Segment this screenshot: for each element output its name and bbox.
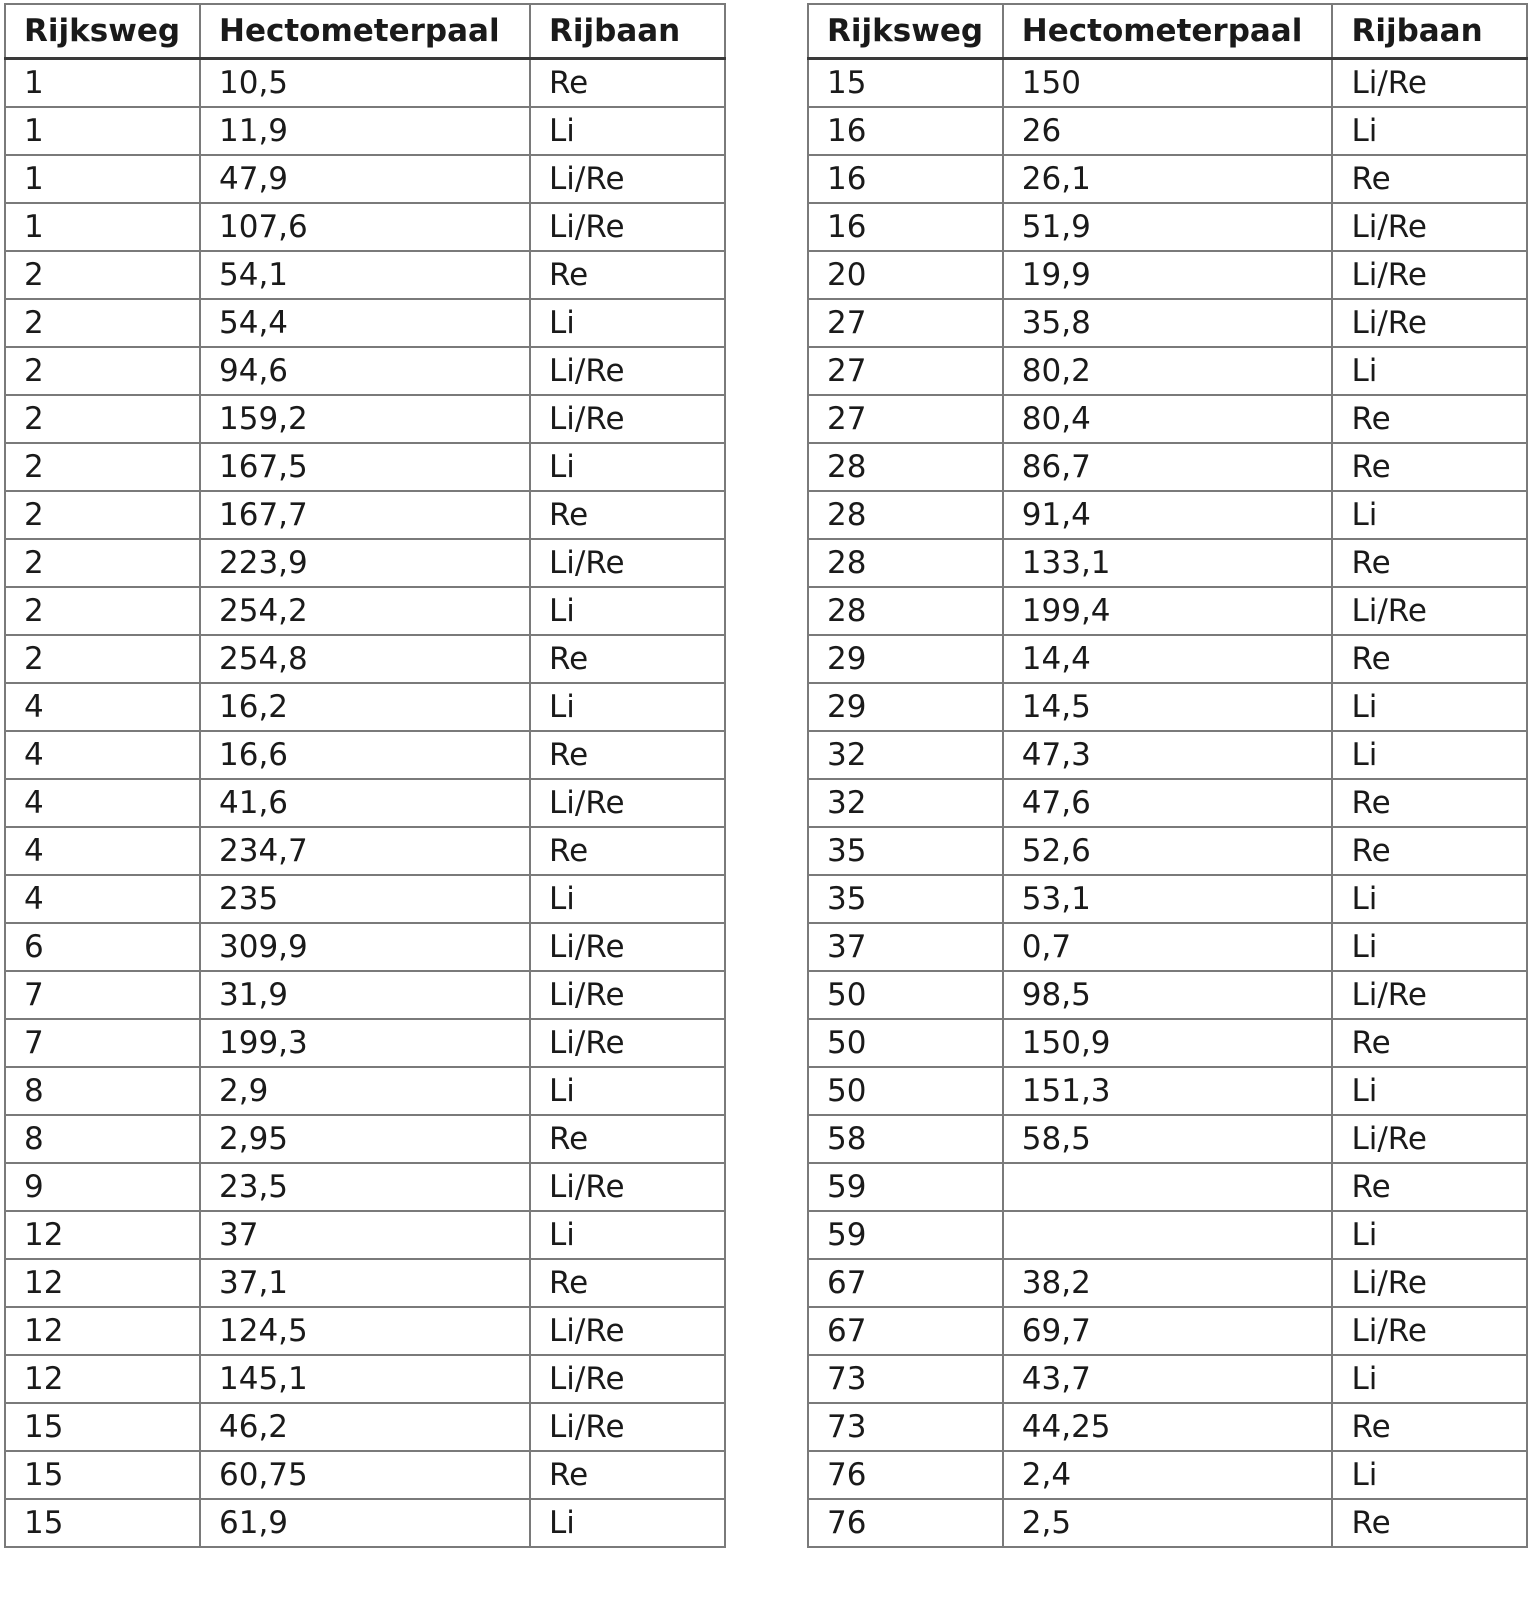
table-row: [808, 779, 1527, 827]
cell-rijksweg: 20: [808, 251, 1003, 299]
table-row: [5, 299, 725, 347]
cell-hectometerpaal: 94,6: [200, 347, 530, 395]
cell-rijbaan: Re: [1332, 539, 1527, 587]
cell-hectometerpaal: 16,6: [200, 731, 530, 779]
header-row: [808, 4, 1527, 59]
cell-rijksweg: 15: [5, 1499, 200, 1547]
cell-hectometerpaal: 37,1: [200, 1259, 530, 1307]
table-row: [5, 1211, 725, 1259]
cell-rijbaan: Re: [1332, 1403, 1527, 1451]
cell-rijbaan: Li: [1332, 683, 1527, 731]
table-row: [808, 875, 1527, 923]
table-row: [808, 443, 1527, 491]
cell-rijbaan: Li: [530, 875, 725, 923]
cell-rijksweg: 27: [808, 299, 1003, 347]
cell-rijksweg: 1: [5, 155, 200, 203]
right-table: [807, 3, 1528, 1548]
cell-hectometerpaal: 44,25: [1003, 1403, 1333, 1451]
table-row: [5, 1451, 725, 1499]
cell-rijbaan: Re: [1332, 1163, 1527, 1211]
table-row: [808, 1259, 1527, 1307]
table-row: [5, 1115, 725, 1163]
cell-hectometerpaal: 41,6: [200, 779, 530, 827]
table-row: [808, 491, 1527, 539]
cell-hectometerpaal: 37: [200, 1211, 530, 1259]
cell-rijbaan: Li: [1332, 731, 1527, 779]
cell-rijbaan: Re: [1332, 443, 1527, 491]
cell-hectometerpaal: 235: [200, 875, 530, 923]
cell-rijksweg: 12: [5, 1211, 200, 1259]
cell-rijbaan: Re: [530, 1451, 725, 1499]
cell-hectometerpaal: 51,9: [1003, 203, 1333, 251]
table-row: [5, 1163, 725, 1211]
cell-rijbaan: Li: [530, 587, 725, 635]
cell-rijksweg: 2: [5, 587, 200, 635]
header-rijksweg: Rijksweg: [808, 4, 1003, 59]
table-row: [808, 539, 1527, 587]
table-row: [5, 827, 725, 875]
table-row: [5, 251, 725, 299]
cell-rijksweg: 16: [808, 107, 1003, 155]
cell-rijksweg: 2: [5, 635, 200, 683]
cell-hectometerpaal: 47,3: [1003, 731, 1333, 779]
cell-rijbaan: Li/Re: [530, 347, 725, 395]
header-rijksweg: Rijksweg: [5, 4, 200, 59]
cell-rijksweg: 28: [808, 587, 1003, 635]
table-row: [808, 587, 1527, 635]
cell-rijbaan: Li: [1332, 491, 1527, 539]
cell-rijbaan: Li: [1332, 875, 1527, 923]
cell-hectometerpaal: [1003, 1163, 1333, 1211]
cell-rijbaan: Li/Re: [530, 1019, 725, 1067]
cell-hectometerpaal: 199,4: [1003, 587, 1333, 635]
cell-rijksweg: 50: [808, 971, 1003, 1019]
cell-rijbaan: Li: [530, 1211, 725, 1259]
table-row: [5, 971, 725, 1019]
cell-rijbaan: Li/Re: [530, 155, 725, 203]
cell-hectometerpaal: 159,2: [200, 395, 530, 443]
cell-rijbaan: Re: [1332, 779, 1527, 827]
cell-hectometerpaal: 23,5: [200, 1163, 530, 1211]
cell-hectometerpaal: 69,7: [1003, 1307, 1333, 1355]
table-row: [808, 731, 1527, 779]
cell-rijbaan: Re: [1332, 1499, 1527, 1547]
cell-hectometerpaal: 107,6: [200, 203, 530, 251]
cell-hectometerpaal: 254,8: [200, 635, 530, 683]
cell-rijksweg: 35: [808, 827, 1003, 875]
cell-rijksweg: 1: [5, 59, 200, 108]
cell-rijksweg: 1: [5, 107, 200, 155]
cell-rijksweg: 2: [5, 347, 200, 395]
cell-hectometerpaal: 151,3: [1003, 1067, 1333, 1115]
cell-rijksweg: 12: [5, 1355, 200, 1403]
table-row: [808, 347, 1527, 395]
header-row: [5, 4, 725, 59]
table-row: [5, 347, 725, 395]
table-row: [5, 539, 725, 587]
cell-hectometerpaal: 2,9: [200, 1067, 530, 1115]
cell-hectometerpaal: 11,9: [200, 107, 530, 155]
cell-rijksweg: 28: [808, 443, 1003, 491]
cell-rijbaan: Li/Re: [530, 971, 725, 1019]
cell-rijbaan: Li/Re: [530, 1307, 725, 1355]
cell-hectometerpaal: 80,2: [1003, 347, 1333, 395]
table-row: [808, 1019, 1527, 1067]
cell-rijbaan: Li: [1332, 1451, 1527, 1499]
table-row: [5, 107, 725, 155]
table-row: [5, 1499, 725, 1547]
cell-rijksweg: 76: [808, 1499, 1003, 1547]
cell-rijbaan: Li: [530, 683, 725, 731]
cell-hectometerpaal: 10,5: [200, 59, 530, 108]
cell-hectometerpaal: 46,2: [200, 1403, 530, 1451]
cell-hectometerpaal: 0,7: [1003, 923, 1333, 971]
cell-rijksweg: 8: [5, 1067, 200, 1115]
cell-hectometerpaal: 133,1: [1003, 539, 1333, 587]
cell-rijksweg: 2: [5, 251, 200, 299]
cell-rijbaan: Re: [530, 635, 725, 683]
cell-rijksweg: 32: [808, 731, 1003, 779]
cell-rijbaan: Li: [530, 1499, 725, 1547]
cell-rijksweg: 58: [808, 1115, 1003, 1163]
header-rijbaan: Rijbaan: [1332, 4, 1527, 59]
cell-rijksweg: 35: [808, 875, 1003, 923]
cell-hectometerpaal: 98,5: [1003, 971, 1333, 1019]
table-row: [5, 1307, 725, 1355]
cell-rijbaan: Li: [1332, 1067, 1527, 1115]
cell-rijbaan: Li/Re: [530, 1355, 725, 1403]
cell-rijbaan: Li/Re: [1332, 1115, 1527, 1163]
cell-rijksweg: 4: [5, 731, 200, 779]
cell-rijksweg: 12: [5, 1259, 200, 1307]
cell-hectometerpaal: 60,75: [200, 1451, 530, 1499]
cell-rijbaan: Li/Re: [1332, 1307, 1527, 1355]
cell-rijbaan: Re: [530, 251, 725, 299]
cell-hectometerpaal: 52,6: [1003, 827, 1333, 875]
cell-rijbaan: Re: [530, 491, 725, 539]
table-row: [5, 779, 725, 827]
table-row: [808, 251, 1527, 299]
cell-rijbaan: Li/Re: [530, 203, 725, 251]
cell-hectometerpaal: 2,5: [1003, 1499, 1333, 1547]
cell-rijksweg: 2: [5, 395, 200, 443]
cell-hectometerpaal: 19,9: [1003, 251, 1333, 299]
table-row: [5, 683, 725, 731]
cell-hectometerpaal: 54,4: [200, 299, 530, 347]
cell-rijksweg: 6: [5, 923, 200, 971]
table-row: [5, 587, 725, 635]
cell-rijksweg: 16: [808, 203, 1003, 251]
table-row: [5, 155, 725, 203]
table-row: [808, 1307, 1527, 1355]
table-row: [5, 635, 725, 683]
cell-rijksweg: 28: [808, 539, 1003, 587]
cell-rijbaan: Li/Re: [1332, 1259, 1527, 1307]
cell-rijksweg: 7: [5, 971, 200, 1019]
table-row: [5, 395, 725, 443]
cell-hectometerpaal: 16,2: [200, 683, 530, 731]
table-row: [5, 203, 725, 251]
cell-rijbaan: Li/Re: [1332, 251, 1527, 299]
cell-rijbaan: Li: [1332, 107, 1527, 155]
cell-hectometerpaal: 53,1: [1003, 875, 1333, 923]
cell-hectometerpaal: 54,1: [200, 251, 530, 299]
table-row: [808, 299, 1527, 347]
cell-rijksweg: 2: [5, 299, 200, 347]
cell-rijbaan: Li: [530, 443, 725, 491]
cell-rijksweg: 59: [808, 1211, 1003, 1259]
cell-rijbaan: Re: [530, 59, 725, 108]
cell-hectometerpaal: 124,5: [200, 1307, 530, 1355]
cell-hectometerpaal: 309,9: [200, 923, 530, 971]
table-row: [808, 1451, 1527, 1499]
cell-rijbaan: Li/Re: [530, 395, 725, 443]
cell-rijksweg: 2: [5, 539, 200, 587]
cell-hectometerpaal: 47,9: [200, 155, 530, 203]
cell-rijksweg: 37: [808, 923, 1003, 971]
table-row: [808, 923, 1527, 971]
left-table-body: [5, 59, 725, 1548]
cell-rijksweg: 15: [5, 1403, 200, 1451]
cell-hectometerpaal: 167,5: [200, 443, 530, 491]
table-row: [808, 971, 1527, 1019]
cell-rijbaan: Re: [1332, 635, 1527, 683]
cell-rijbaan: Li/Re: [530, 779, 725, 827]
cell-rijbaan: Li/Re: [1332, 203, 1527, 251]
cell-hectometerpaal: 86,7: [1003, 443, 1333, 491]
cell-rijbaan: Re: [1332, 395, 1527, 443]
header-hectometerpaal: Hectometerpaal: [200, 4, 530, 59]
table-row: [808, 827, 1527, 875]
cell-hectometerpaal: 61,9: [200, 1499, 530, 1547]
cell-hectometerpaal: 2,95: [200, 1115, 530, 1163]
cell-rijbaan: Re: [530, 731, 725, 779]
table-row: [5, 491, 725, 539]
cell-rijksweg: 67: [808, 1259, 1003, 1307]
cell-hectometerpaal: 91,4: [1003, 491, 1333, 539]
table-row: [808, 1211, 1527, 1259]
table-row: [808, 203, 1527, 251]
table-row: [808, 1355, 1527, 1403]
cell-rijksweg: 59: [808, 1163, 1003, 1211]
cell-hectometerpaal: 47,6: [1003, 779, 1333, 827]
cell-rijksweg: 15: [808, 59, 1003, 108]
table-row: [5, 443, 725, 491]
cell-rijksweg: 67: [808, 1307, 1003, 1355]
header-rijbaan: Rijbaan: [530, 4, 725, 59]
table-row: [808, 59, 1527, 108]
cell-hectometerpaal: 80,4: [1003, 395, 1333, 443]
table-row: [808, 155, 1527, 203]
cell-rijksweg: 4: [5, 683, 200, 731]
table-row: [808, 1115, 1527, 1163]
cell-rijksweg: 50: [808, 1067, 1003, 1115]
cell-hectometerpaal: 150,9: [1003, 1019, 1333, 1067]
cell-rijksweg: 15: [5, 1451, 200, 1499]
cell-rijksweg: 4: [5, 779, 200, 827]
cell-rijksweg: 4: [5, 827, 200, 875]
table-row: [808, 635, 1527, 683]
cell-hectometerpaal: 145,1: [200, 1355, 530, 1403]
cell-rijbaan: Re: [1332, 155, 1527, 203]
cell-rijksweg: 73: [808, 1403, 1003, 1451]
cell-rijksweg: 16: [808, 155, 1003, 203]
cell-rijbaan: Li: [1332, 923, 1527, 971]
cell-rijbaan: Re: [530, 1115, 725, 1163]
cell-hectometerpaal: 150: [1003, 59, 1333, 108]
cell-rijbaan: Li/Re: [1332, 59, 1527, 108]
cell-rijbaan: Li/Re: [530, 539, 725, 587]
cell-rijksweg: 2: [5, 443, 200, 491]
cell-rijksweg: 7: [5, 1019, 200, 1067]
cell-hectometerpaal: 2,4: [1003, 1451, 1333, 1499]
cell-rijbaan: Re: [1332, 1019, 1527, 1067]
cell-rijbaan: Li/Re: [1332, 587, 1527, 635]
right-table-body: [808, 59, 1527, 1548]
cell-rijksweg: 8: [5, 1115, 200, 1163]
cell-rijksweg: 12: [5, 1307, 200, 1355]
cell-rijbaan: Li/Re: [530, 1403, 725, 1451]
cell-hectometerpaal: 199,3: [200, 1019, 530, 1067]
cell-rijksweg: 2: [5, 491, 200, 539]
cell-rijksweg: 29: [808, 635, 1003, 683]
cell-rijbaan: Re: [530, 827, 725, 875]
cell-hectometerpaal: 38,2: [1003, 1259, 1333, 1307]
cell-hectometerpaal: 14,4: [1003, 635, 1333, 683]
table-row: [5, 731, 725, 779]
cell-rijbaan: Li: [1332, 347, 1527, 395]
cell-rijbaan: Li: [530, 1067, 725, 1115]
cell-hectometerpaal: 254,2: [200, 587, 530, 635]
cell-rijksweg: 76: [808, 1451, 1003, 1499]
table-row: [808, 1403, 1527, 1451]
cell-hectometerpaal: 234,7: [200, 827, 530, 875]
header-hectometerpaal: Hectometerpaal: [1003, 4, 1333, 59]
cell-hectometerpaal: [1003, 1211, 1333, 1259]
cell-rijbaan: Re: [1332, 827, 1527, 875]
cell-rijksweg: 1: [5, 203, 200, 251]
cell-hectometerpaal: 14,5: [1003, 683, 1333, 731]
cell-hectometerpaal: 35,8: [1003, 299, 1333, 347]
cell-rijksweg: 27: [808, 395, 1003, 443]
table-row: [808, 1067, 1527, 1115]
table-row: [808, 395, 1527, 443]
table-row: [808, 1163, 1527, 1211]
left-table: [4, 3, 726, 1548]
cell-hectometerpaal: 43,7: [1003, 1355, 1333, 1403]
table-row: [5, 1067, 725, 1115]
cell-rijksweg: 73: [808, 1355, 1003, 1403]
cell-rijbaan: Re: [530, 1259, 725, 1307]
table-row: [5, 1355, 725, 1403]
cell-rijbaan: Li: [530, 107, 725, 155]
cell-rijksweg: 29: [808, 683, 1003, 731]
cell-hectometerpaal: 223,9: [200, 539, 530, 587]
cell-rijbaan: Li/Re: [530, 923, 725, 971]
cell-rijksweg: 32: [808, 779, 1003, 827]
cell-rijbaan: Li: [1332, 1355, 1527, 1403]
table-row: [5, 1259, 725, 1307]
table-row: [808, 1499, 1527, 1547]
cell-rijbaan: Li: [1332, 1211, 1527, 1259]
cell-rijksweg: 28: [808, 491, 1003, 539]
cell-hectometerpaal: 26: [1003, 107, 1333, 155]
table-row: [5, 923, 725, 971]
cell-rijksweg: 9: [5, 1163, 200, 1211]
table-row: [808, 107, 1527, 155]
cell-rijksweg: 27: [808, 347, 1003, 395]
cell-rijbaan: Li/Re: [530, 1163, 725, 1211]
cell-rijbaan: Li: [530, 299, 725, 347]
table-row: [5, 875, 725, 923]
table-row: [5, 59, 725, 108]
cell-rijbaan: Li/Re: [1332, 971, 1527, 1019]
table-row: [5, 1019, 725, 1067]
cell-hectometerpaal: 58,5: [1003, 1115, 1333, 1163]
table-row: [808, 683, 1527, 731]
cell-rijksweg: 50: [808, 1019, 1003, 1067]
table-row: [5, 1403, 725, 1451]
cell-rijksweg: 4: [5, 875, 200, 923]
cell-hectometerpaal: 167,7: [200, 491, 530, 539]
cell-hectometerpaal: 31,9: [200, 971, 530, 1019]
cell-rijbaan: Li/Re: [1332, 299, 1527, 347]
cell-hectometerpaal: 26,1: [1003, 155, 1333, 203]
